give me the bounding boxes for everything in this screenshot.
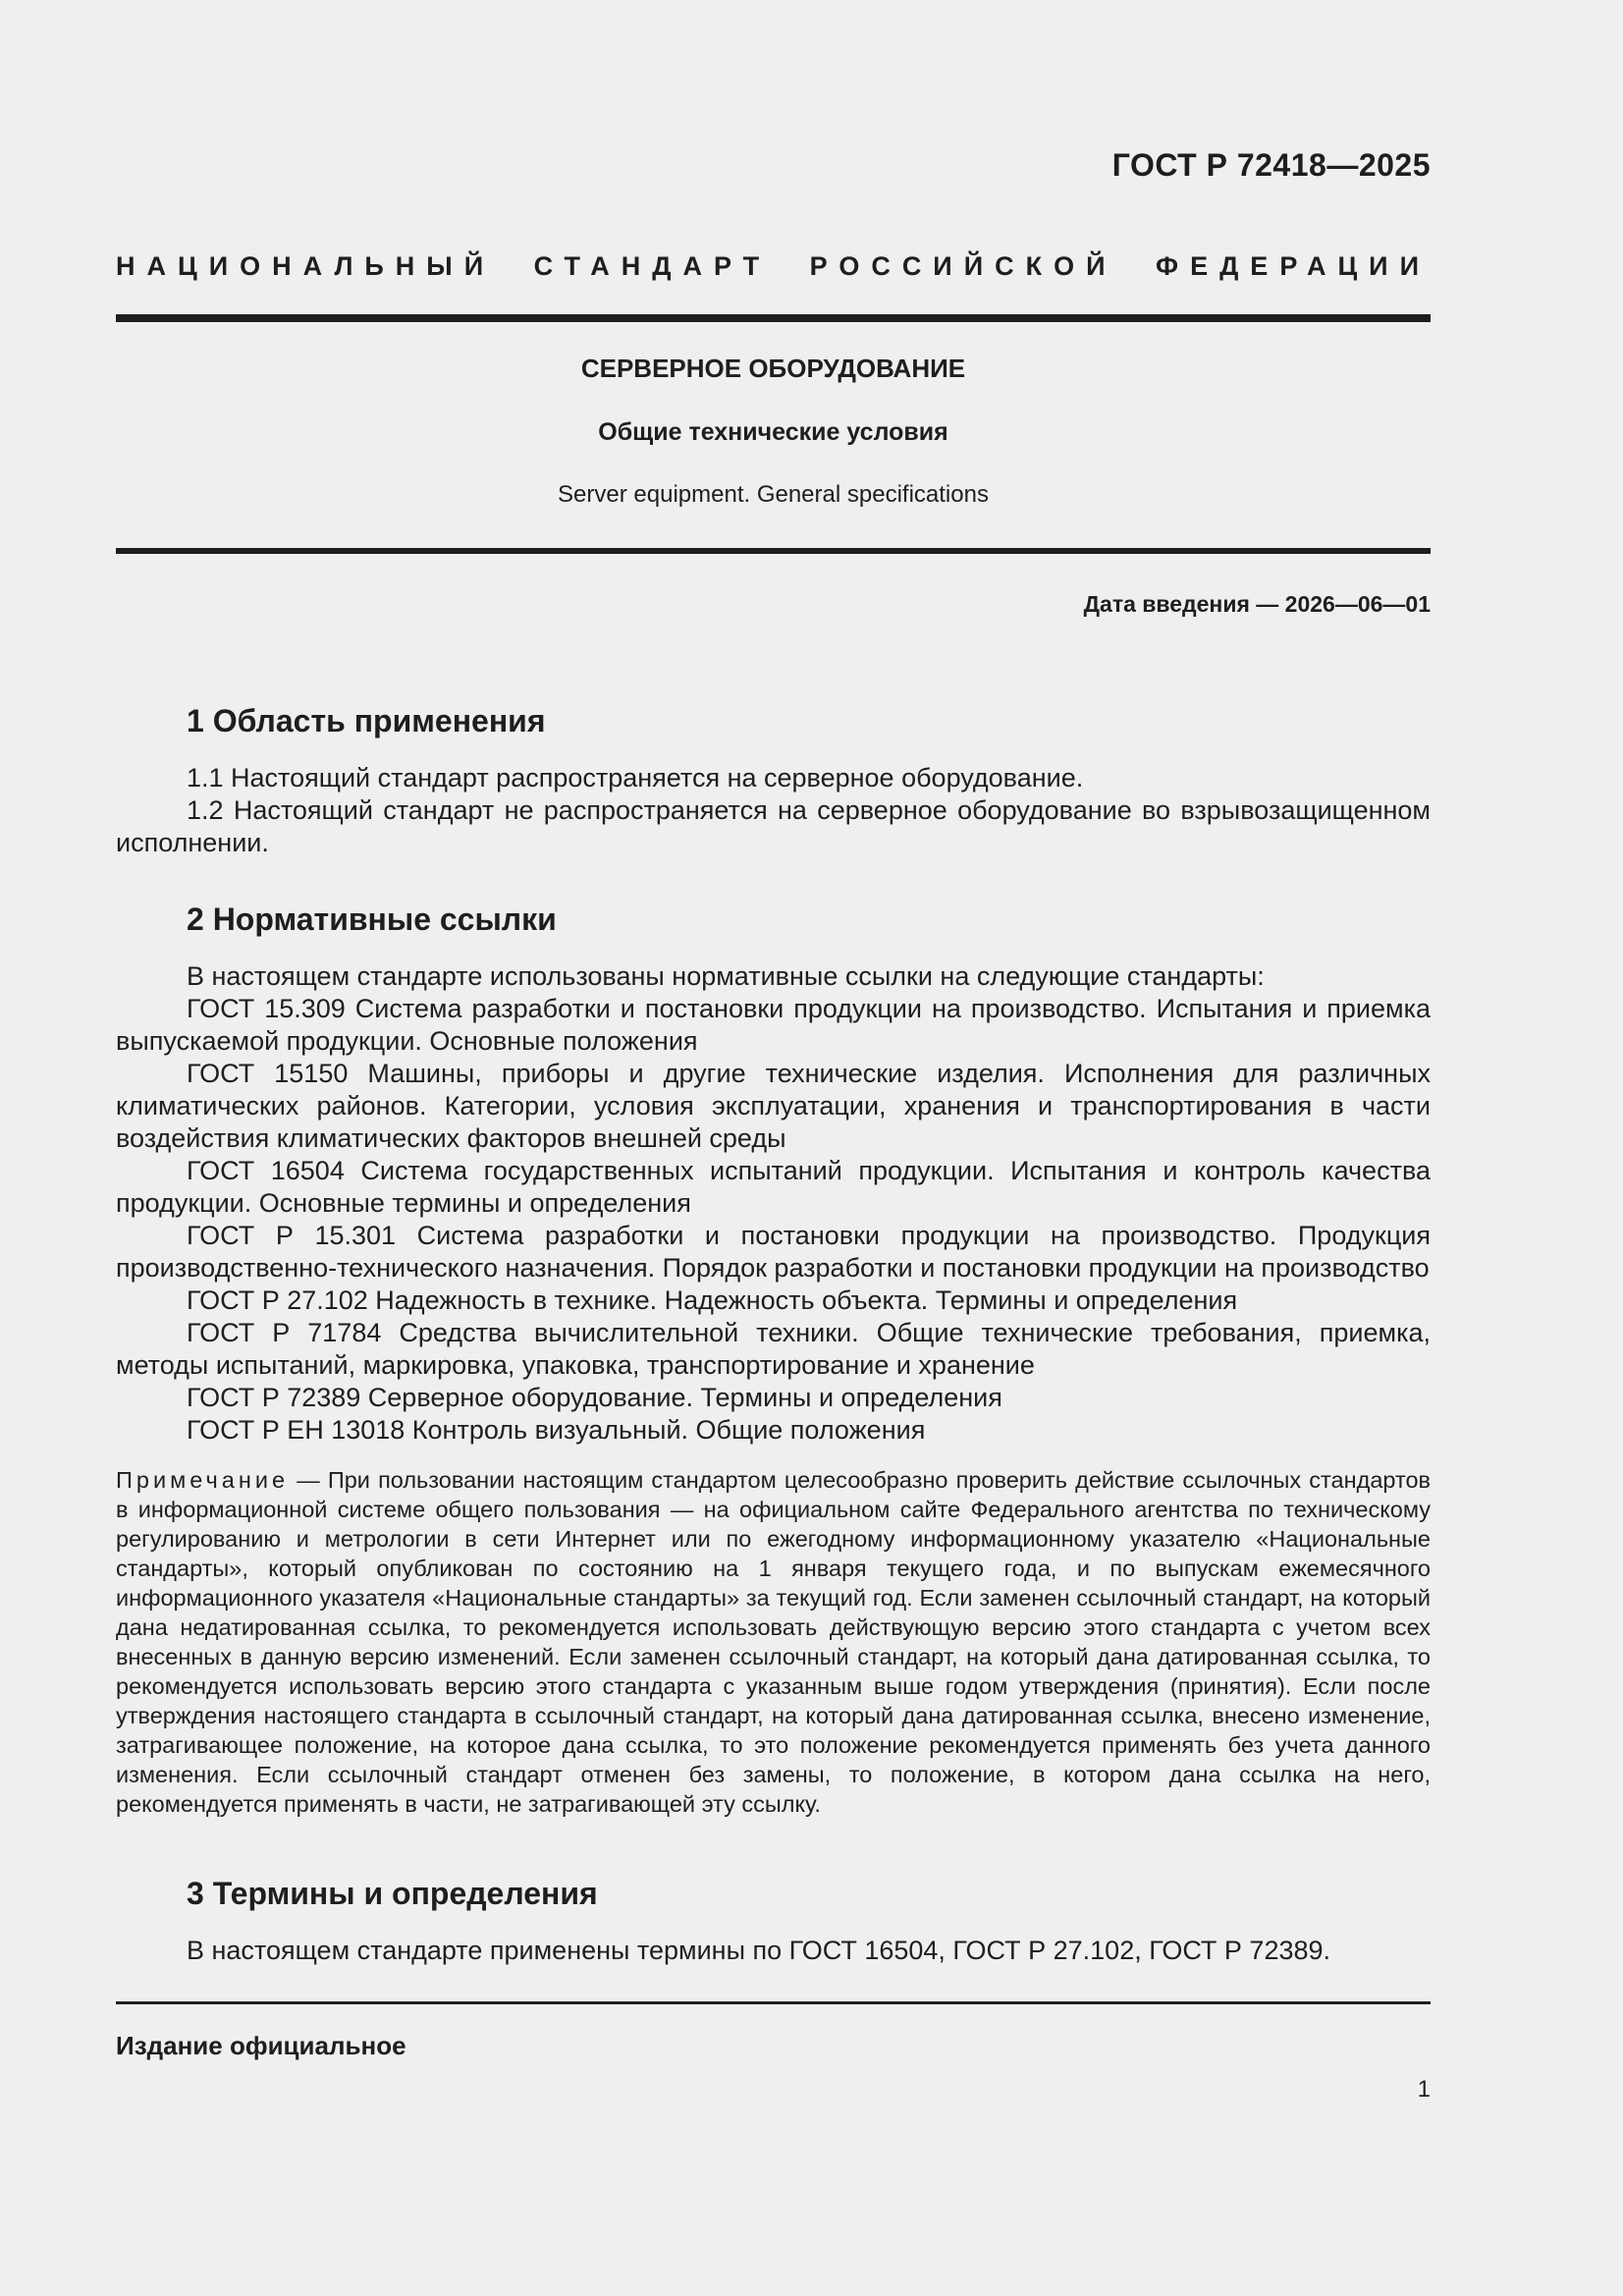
page-number: 1: [1417, 2076, 1431, 2103]
footer-rule: [116, 2001, 1431, 2004]
national-standard-title: НАЦИОНАЛЬНЫЙ СТАНДАРТ РОССИЙСКОЙ ФЕДЕРАЦИИ: [116, 251, 1431, 281]
introduction-date: Дата введения — 2026—06—01: [1083, 591, 1431, 617]
reference-item: ГОСТ Р ЕН 13018 Контроль визуальный. Общие положения: [187, 1415, 926, 1445]
title-rule: [116, 548, 1431, 554]
paragraph-1-1: 1.1 Настоящий стандарт распространяется на серверное оборудование.: [187, 763, 1084, 793]
section-3-body: [116, 1935, 1431, 1967]
paragraph-3: В настоящем стандарте применены термины по ГОСТ 16504, ГОСТ Р 27.102, ГОСТ Р 72389.: [187, 1936, 1331, 1965]
section-2-heading: 2 Нормативные ссылки: [187, 902, 557, 937]
official-edition-label: Издание официальное: [116, 2031, 406, 2060]
document-title: СЕРВЕРНОЕ ОБОРУДОВАНИЕ: [580, 354, 966, 383]
section-1-body: [116, 762, 1431, 859]
section-3-heading: 3 Термины и определения: [187, 1876, 598, 1911]
section-1-heading: 1 Область применения: [187, 703, 546, 738]
note-label: Примечание: [116, 1467, 290, 1493]
english-title: Server equipment. General specifications: [558, 481, 989, 508]
reference-item: ГОСТ Р 72389 Серверное оборудование. Термины и определения: [187, 1383, 1002, 1412]
note-text: — При пользовании настоящим стандартом целесообразно проверить действие ссылочных стандартов в информационной системе общего пользования — на официальном сайте Федерального агентства по техническому регулированию и метрологии в сети Интернет или по ежегодному информационному указателю «Национальные стандарты», который опубликован по состоянию на 1 января текущего года, и по выпускам ежемесячного информационного указателя «Национальные стандарты» за текущий год. Если заменен ссылочный стандарт, на который дана недатированная ссылка, то рекомендуется использовать действующую версию этого стандарта с учетом всех внесенных в данную версию изменений. Если заменен ссылочный стандарт, на который дана датированная ссылка, то рекомендуется использовать версию этого стандарта с указанным выше годом утверждения (принятия). Если после утверждения настоящего стандарта в ссылочный стандарт, на который дана датированная ссылка, внесено изменение, затрагивающее положение, на которое дана ссылка, то это положение рекомендуется применять без учета данного изменения. Если ссылочный стандарт отменен без замены, то положение, в котором дана ссылка на него, рекомендуется применять в части, не затрагивающей эту ссылку.: [116, 1467, 1431, 1817]
reference-item: ГОСТ Р 15.301 Система разработки и постановки продукции на производство. Продукция производственно-технического назначения. Порядок разработки и постановки продукции на производство: [116, 1221, 1431, 1283]
section-2-body: [116, 960, 1431, 1447]
reference-item: ГОСТ 15150 Машины, приборы и другие технические изделия. Исполнения для различных климатических районов. Категории, условия эксплуатации, хранения и транспортирования в части воздействия климатических факторов внешней среды: [116, 1059, 1431, 1153]
reference-item: ГОСТ 16504 Система государственных испытаний продукции. Испытания и контроль качества продукции. Основные термины и определения: [116, 1156, 1431, 1218]
reference-item: ГОСТ 15.309 Система разработки и постановки продукции на производство. Испытания и приемка выпускаемой продукции. Основные положения: [116, 994, 1431, 1056]
standard-designation: ГОСТ Р 72418—2025: [1111, 147, 1431, 183]
references-note: [116, 1465, 1431, 1819]
document-subtitle: Общие технические условия: [598, 418, 948, 446]
references-intro: В настоящем стандарте использованы нормативные ссылки на следующие стандарты:: [187, 961, 1265, 991]
top-rule: [116, 314, 1431, 322]
reference-item: ГОСТ Р 27.102 Надежность в технике. Надежность объекта. Термины и определения: [187, 1285, 1238, 1315]
paragraph-1-2: 1.2 Настоящий стандарт не распространяется на серверное оборудование во взрывозащищенном исполнении.: [116, 795, 1431, 857]
reference-item: ГОСТ Р 71784 Средства вычислительной техники. Общие технические требования, приемка, методы испытаний, маркировка, упаковка, транспортирование и хранение: [116, 1318, 1431, 1380]
